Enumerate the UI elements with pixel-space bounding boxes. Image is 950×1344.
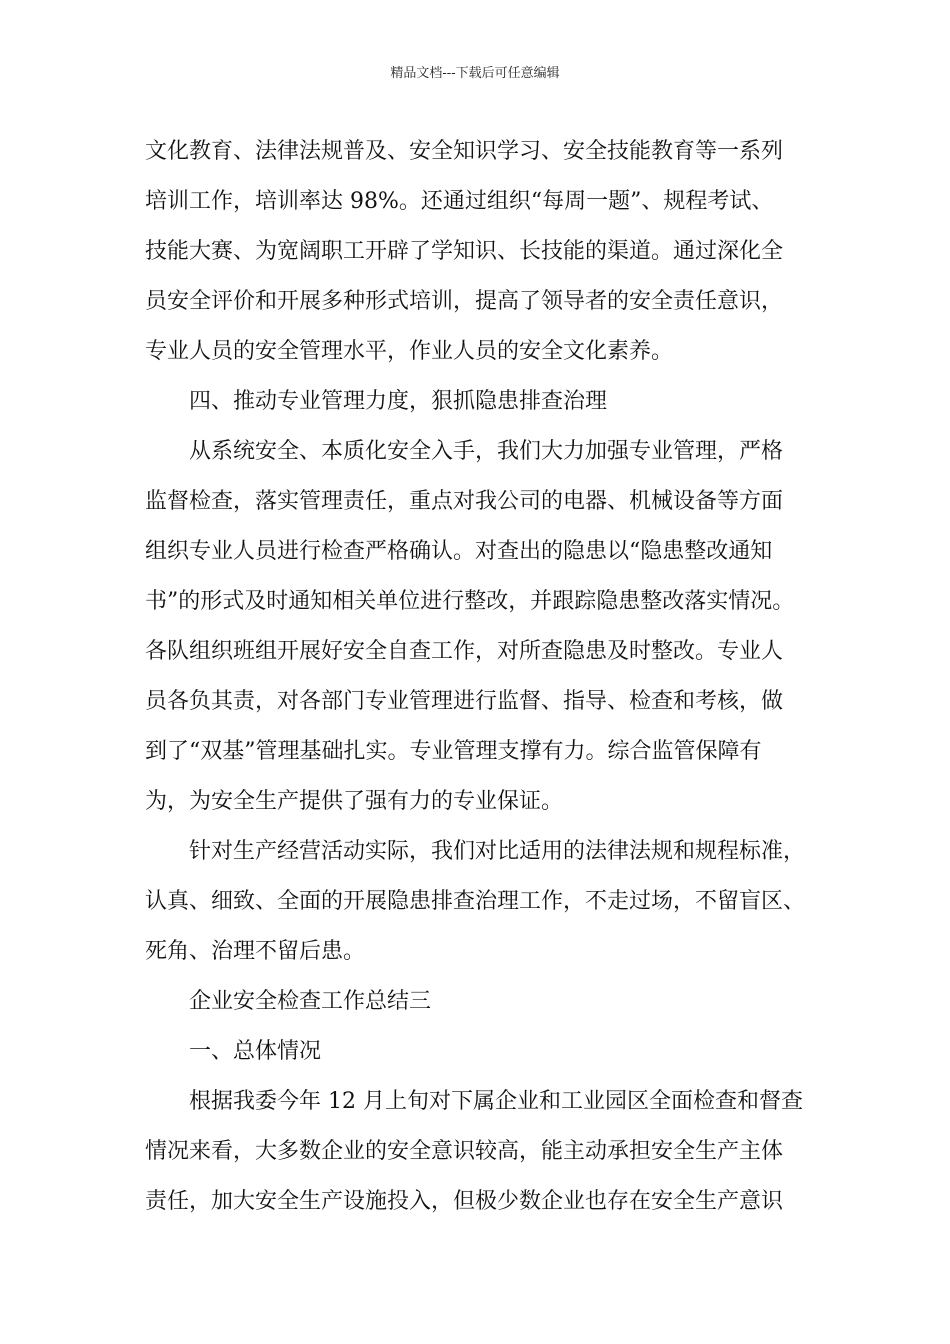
paragraph-first-line: 针对生产经营活动实际，我们对比适用的法律法规和规程标准， <box>189 839 806 864</box>
text-line: 责任，加大安全生产设施投入，但极少数企业也存在安全生产意识 <box>145 1189 784 1214</box>
text-line: 为，为安全生产提供了强有力的专业保证。 <box>145 789 564 814</box>
text-line: 员各负其责，对各部门专业管理进行监督、指导、检查和考核，做 <box>145 689 784 714</box>
text-line: 书”的形式及时通知相关单位进行整改，并跟踪隐患整改落实情况。 <box>145 589 795 614</box>
text-line: 认真、细致、全面的开展隐患排查治理工作，不走过场，不留盲区、 <box>145 889 806 914</box>
text-line: 培训工作，培训率达 98%。还通过组织“每周一题”、规程考试、 <box>145 189 774 214</box>
text-line: 死角、治理不留后患。 <box>145 939 366 964</box>
paragraph-first-line: 从系统安全、本质化安全入手，我们大力加强专业管理，严格 <box>189 439 784 464</box>
text-line: 文化教育、法律法规普及、安全知识学习、安全技能教育等一系列 <box>145 139 784 164</box>
text-line: 员安全评价和开展多种形式培训，提高了领导者的安全责任意识， <box>145 289 784 314</box>
text-line: 技能大赛、为宽阔职工开辟了学知识、长技能的渠道。通过深化全 <box>145 239 784 264</box>
text-line: 到了“双基”管理基础扎实。专业管理支撑有力。综合监管保障有 <box>145 739 762 764</box>
document-body <box>145 134 810 1234</box>
text-line: 专业人员的安全管理水平，作业人员的安全文化素养。 <box>145 339 674 364</box>
section-heading: 四、推动专业管理力度，狠抓隐患排查治理 <box>189 389 608 414</box>
text-line: 情况来看，大多数企业的安全意识较高，能主动承担安全生产主体 <box>145 1139 784 1164</box>
document-title: 企业安全检查工作总结三 <box>189 989 432 1014</box>
text-line: 组织专业人员进行检查严格确认。对查出的隐患以“隐患整改通知 <box>145 539 773 564</box>
text-line: 监督检查，落实管理责任，重点对我公司的电器、机械设备等方面 <box>145 489 784 514</box>
section-heading: 一、总体情况 <box>189 1039 322 1064</box>
text-line: 各队组织班组开展好安全自查工作，对所查隐患及时整改。专业人 <box>145 639 784 664</box>
page-header: 精品文档---下载后可任意编辑 <box>390 66 560 81</box>
paragraph-first-line: 根据我委今年 12 月上旬对下属企业和工业园区全面检查和督查 <box>189 1089 803 1114</box>
